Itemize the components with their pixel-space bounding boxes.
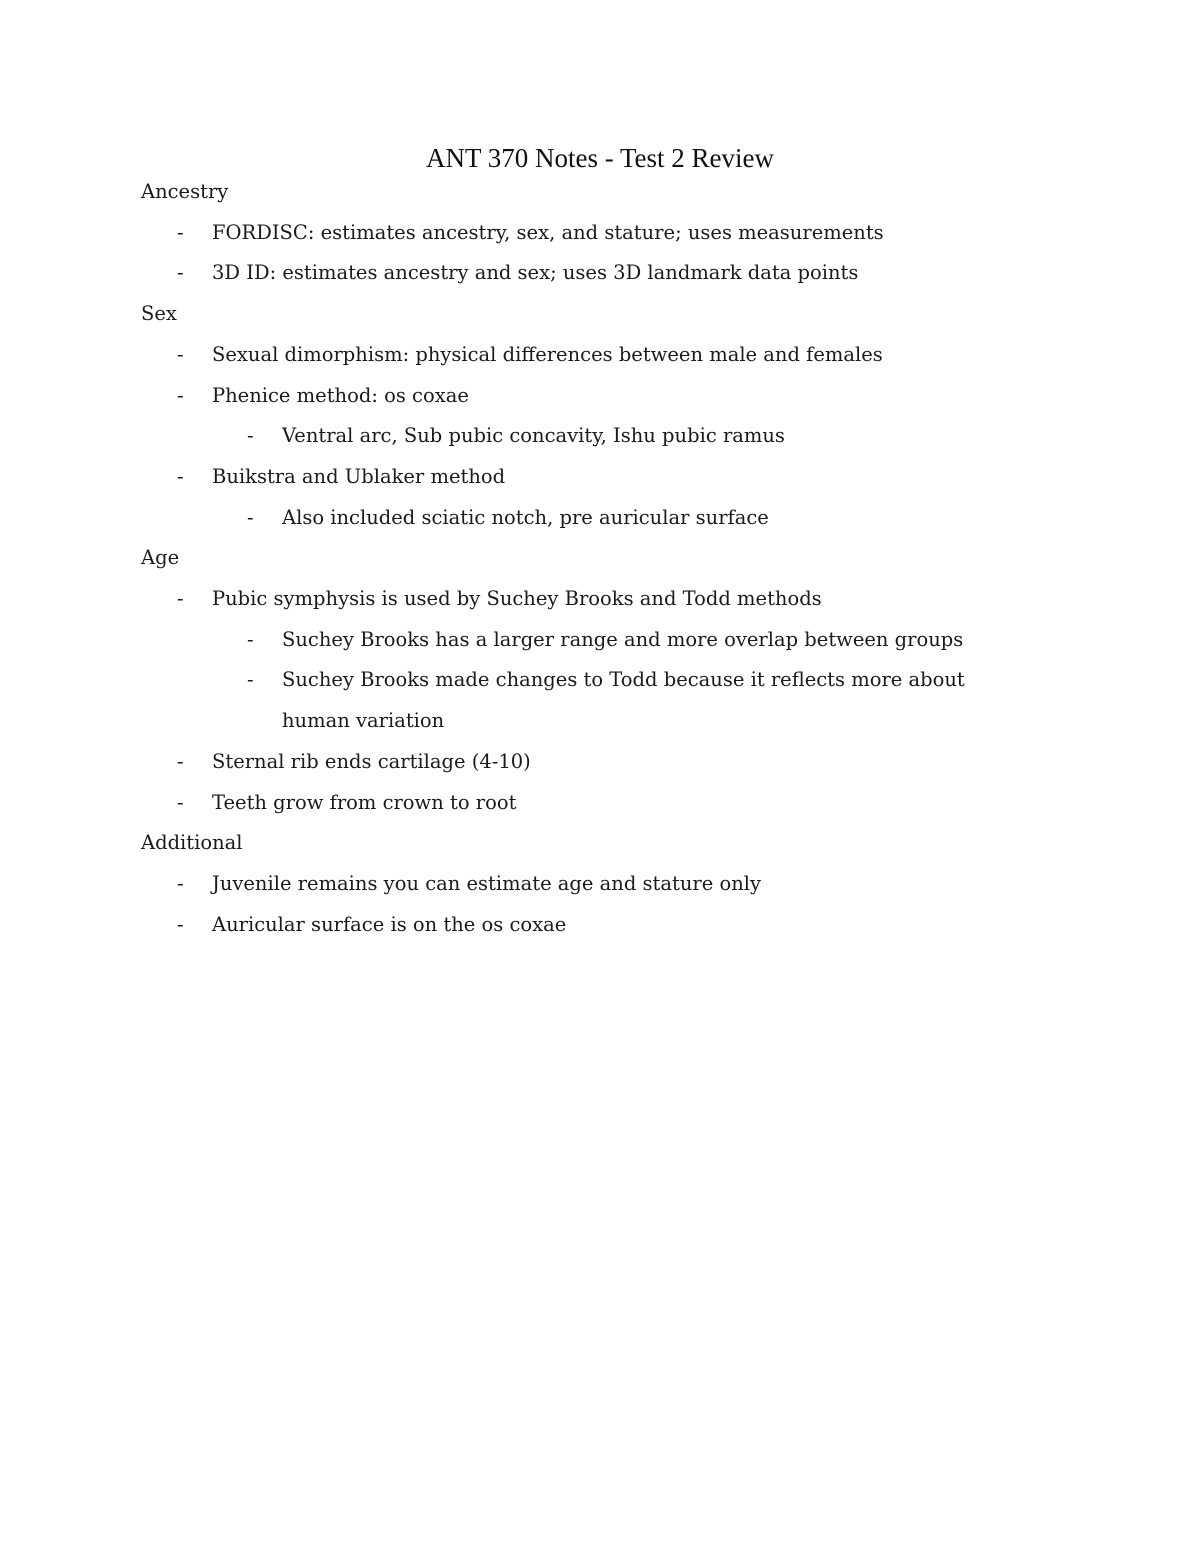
list-item [141,579,1041,620]
list-item-text: Juvenile remains you can estimate age and stature only [212,871,761,895]
list-item-text: Phenice method: os coxae [212,383,469,407]
list-item-text: Suchey Brooks made changes to Todd because it reflects more about human variation [282,668,965,733]
list-item [141,335,1041,376]
bullet-dash: - [247,505,254,529]
list-item [141,864,1041,905]
list-item [141,742,1041,783]
section-heading-ancestry: Ancestry [141,180,229,203]
notes-body [141,172,1041,945]
section-additional [141,823,1041,945]
list-item-text: Pubic symphysis is used by Suchey Brooks and Todd methods [212,587,822,611]
bullet-dash: - [177,587,184,611]
list-item-text: Ventral arc, Sub pubic concavity, Ishu pubic ramus [282,424,785,448]
sub-list-item [141,660,1041,741]
list-item [141,783,1041,824]
section-heading-sex: Sex [141,302,177,326]
bullet-dash: - [247,668,254,692]
sub-list-item [141,498,1041,539]
section-heading-additional: Additional [141,831,243,855]
list-item-text: 3D ID: estimates ancestry and sex; uses 3D landmark data points [212,261,859,285]
section-age [141,538,1041,823]
list-item-text: Auricular surface is on the os coxae [212,912,567,936]
section-heading-age: Age [141,546,180,570]
list-item-text: Teeth grow from crown to root [212,790,517,814]
section-ancestry [141,172,1041,294]
list-item-text: Suchey Brooks has a larger range and more overlap between groups [282,627,964,651]
bullet-dash: - [247,627,254,651]
bullet-dash: - [177,790,184,814]
list-item [141,253,1041,294]
bullet-dash: - [177,261,184,285]
bullet-dash: - [177,220,184,244]
sub-list-item [141,620,1041,661]
list-item [141,213,1041,254]
list-item-text: Sternal rib ends cartilage (4-10) [212,749,531,773]
list-item [141,457,1041,498]
bullet-dash: - [177,912,184,936]
list-item-text: FORDISC: estimates ancestry, sex, and stature; uses measurements [212,220,884,244]
list-item-text: Sexual dimorphism: physical differences between male and females [212,342,883,366]
bullet-dash: - [177,464,184,488]
list-item-text: Buikstra and Ublaker method [212,464,506,488]
list-item-text: Also included sciatic notch, pre auricular surface [282,505,769,529]
list-item [141,376,1041,417]
bullet-dash: - [177,749,184,773]
list-item [141,905,1041,946]
bullet-dash: - [177,342,184,366]
page-title: ANT 370 Notes - Test 2 Review [425,143,775,173]
section-sex [141,294,1041,538]
bullet-dash: - [177,383,184,407]
sub-list-item [141,416,1041,457]
bullet-dash: - [247,424,254,448]
bullet-dash: - [177,871,184,895]
